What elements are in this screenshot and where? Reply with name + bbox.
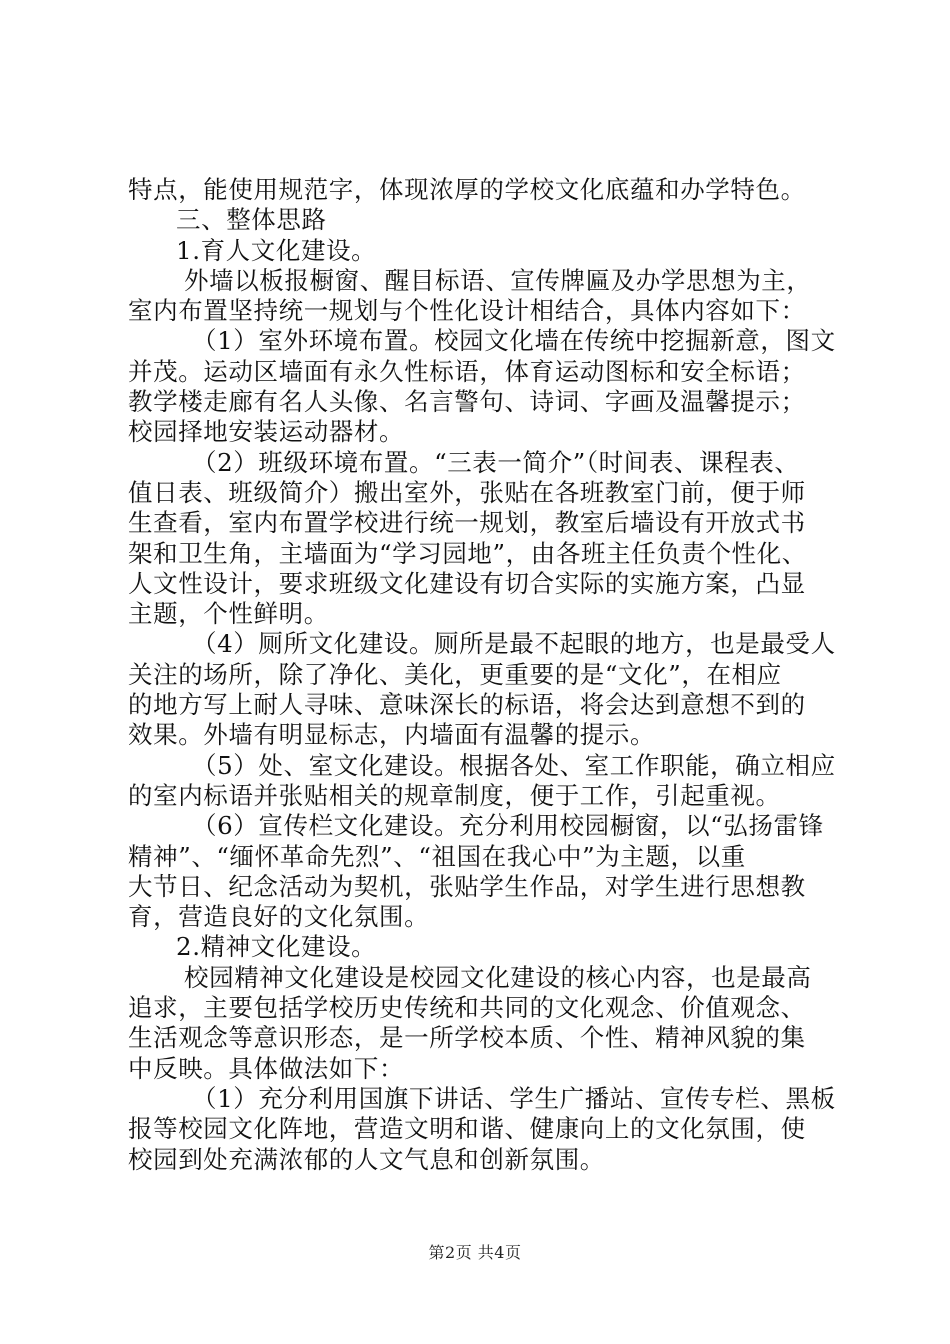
text-line: 生查看，室内布置学校进行统一规划，教室后墙设有开放式书: [128, 508, 806, 538]
text-line: 值日表、班级简介）搬出室外，张贴在各班教室门前，便于师: [128, 477, 806, 507]
text-line: 关注的场所，除了净化、美化，更重要的是“文化”，在相应: [128, 659, 782, 689]
subsection-heading: 1.育人文化建设。: [176, 235, 377, 265]
text-line: 追求，主要包括学校历史传统和共同的文化观念、价值观念、: [128, 993, 806, 1023]
text-line: 生活观念等意识形态，是一所学校本质、个性、精神风貌的集: [128, 1023, 806, 1053]
text-line: 效果。外墙有明显标志，内墙面有温馨的提示。: [128, 720, 656, 750]
text-line: 主题，个性鲜明。: [128, 599, 329, 629]
paragraph-start: （1）室外环境布置。校园文化墙在传统中挖掘新意，图文: [192, 326, 836, 356]
text-line: 特点，能使用规范字，体现浓厚的学校文化底蕴和办学特色。: [128, 175, 806, 204]
text-line: 精神”、“缅怀革命先烈”、“祖国在我心中”为主题，以重: [128, 841, 746, 871]
subsection-heading: 2.精神文化建设。: [176, 932, 377, 962]
text-line: 校园择地安装运动器材。: [128, 417, 405, 447]
paragraph-start: （1）充分利用国旗下讲话、学生广播站、宣传专栏、黑板: [192, 1083, 836, 1113]
paragraph-start: （4）厕所文化建设。厕所是最不起眼的地方，也是最受人: [192, 629, 836, 659]
paragraph-start: 外墙以板报橱窗、醒目标语、宣传牌匾及办学思想为主，: [184, 265, 812, 295]
text-line: 报等校园文化阵地，营造文明和谐、健康向上的文化氛围，使: [128, 1114, 806, 1144]
paragraph-start: （2）班级环境布置。“三表一简介”（时间表、课程表、: [192, 447, 800, 477]
text-line: 育，营造良好的文化氛围。: [128, 902, 430, 932]
text-line: 并茂。运动区墙面有永久性标语，体育运动图标和安全标语；: [128, 356, 806, 386]
paragraph-start: 校园精神文化建设是校园文化建设的核心内容，也是最高: [184, 962, 812, 992]
section-heading: 三、整体思路: [176, 205, 327, 235]
text-line: 架和卫生角，主墙面为“学习园地”，由各班主任负责个性化、: [128, 538, 807, 568]
text-line: 教学楼走廊有名人头像、名言警句、诗词、字画及温馨提示；: [128, 387, 806, 417]
paragraph-start: （6）宣传栏文化建设。充分利用校园橱窗，以“弘扬雷锋: [192, 811, 824, 841]
text-line: 中反映。具体做法如下：: [128, 1053, 405, 1083]
text-line: 人文性设计，要求班级文化建设有切合实际的实施方案，凸显: [128, 568, 806, 598]
text-line: 的室内标语并张贴相关的规章制度，便于工作，引起重视。: [128, 780, 781, 810]
text-line: 校园到处充满浓郁的人文气息和创新氛围。: [128, 1144, 605, 1174]
paragraph-start: （5）处、室文化建设。根据各处、室工作职能，确立相应: [192, 750, 836, 780]
page-number-footer: 第2页 共4页: [428, 1243, 522, 1262]
text-line: 大节日、纪念活动为契机，张贴学生作品，对学生进行思想教: [128, 871, 806, 901]
text-line: 室内布置坚持统一规划与个性化设计相结合，具体内容如下：: [128, 296, 806, 326]
body-text: [128, 175, 838, 1175]
text-line: 的地方写上耐人寻味、意味深长的标语，将会达到意想不到的: [128, 690, 806, 720]
